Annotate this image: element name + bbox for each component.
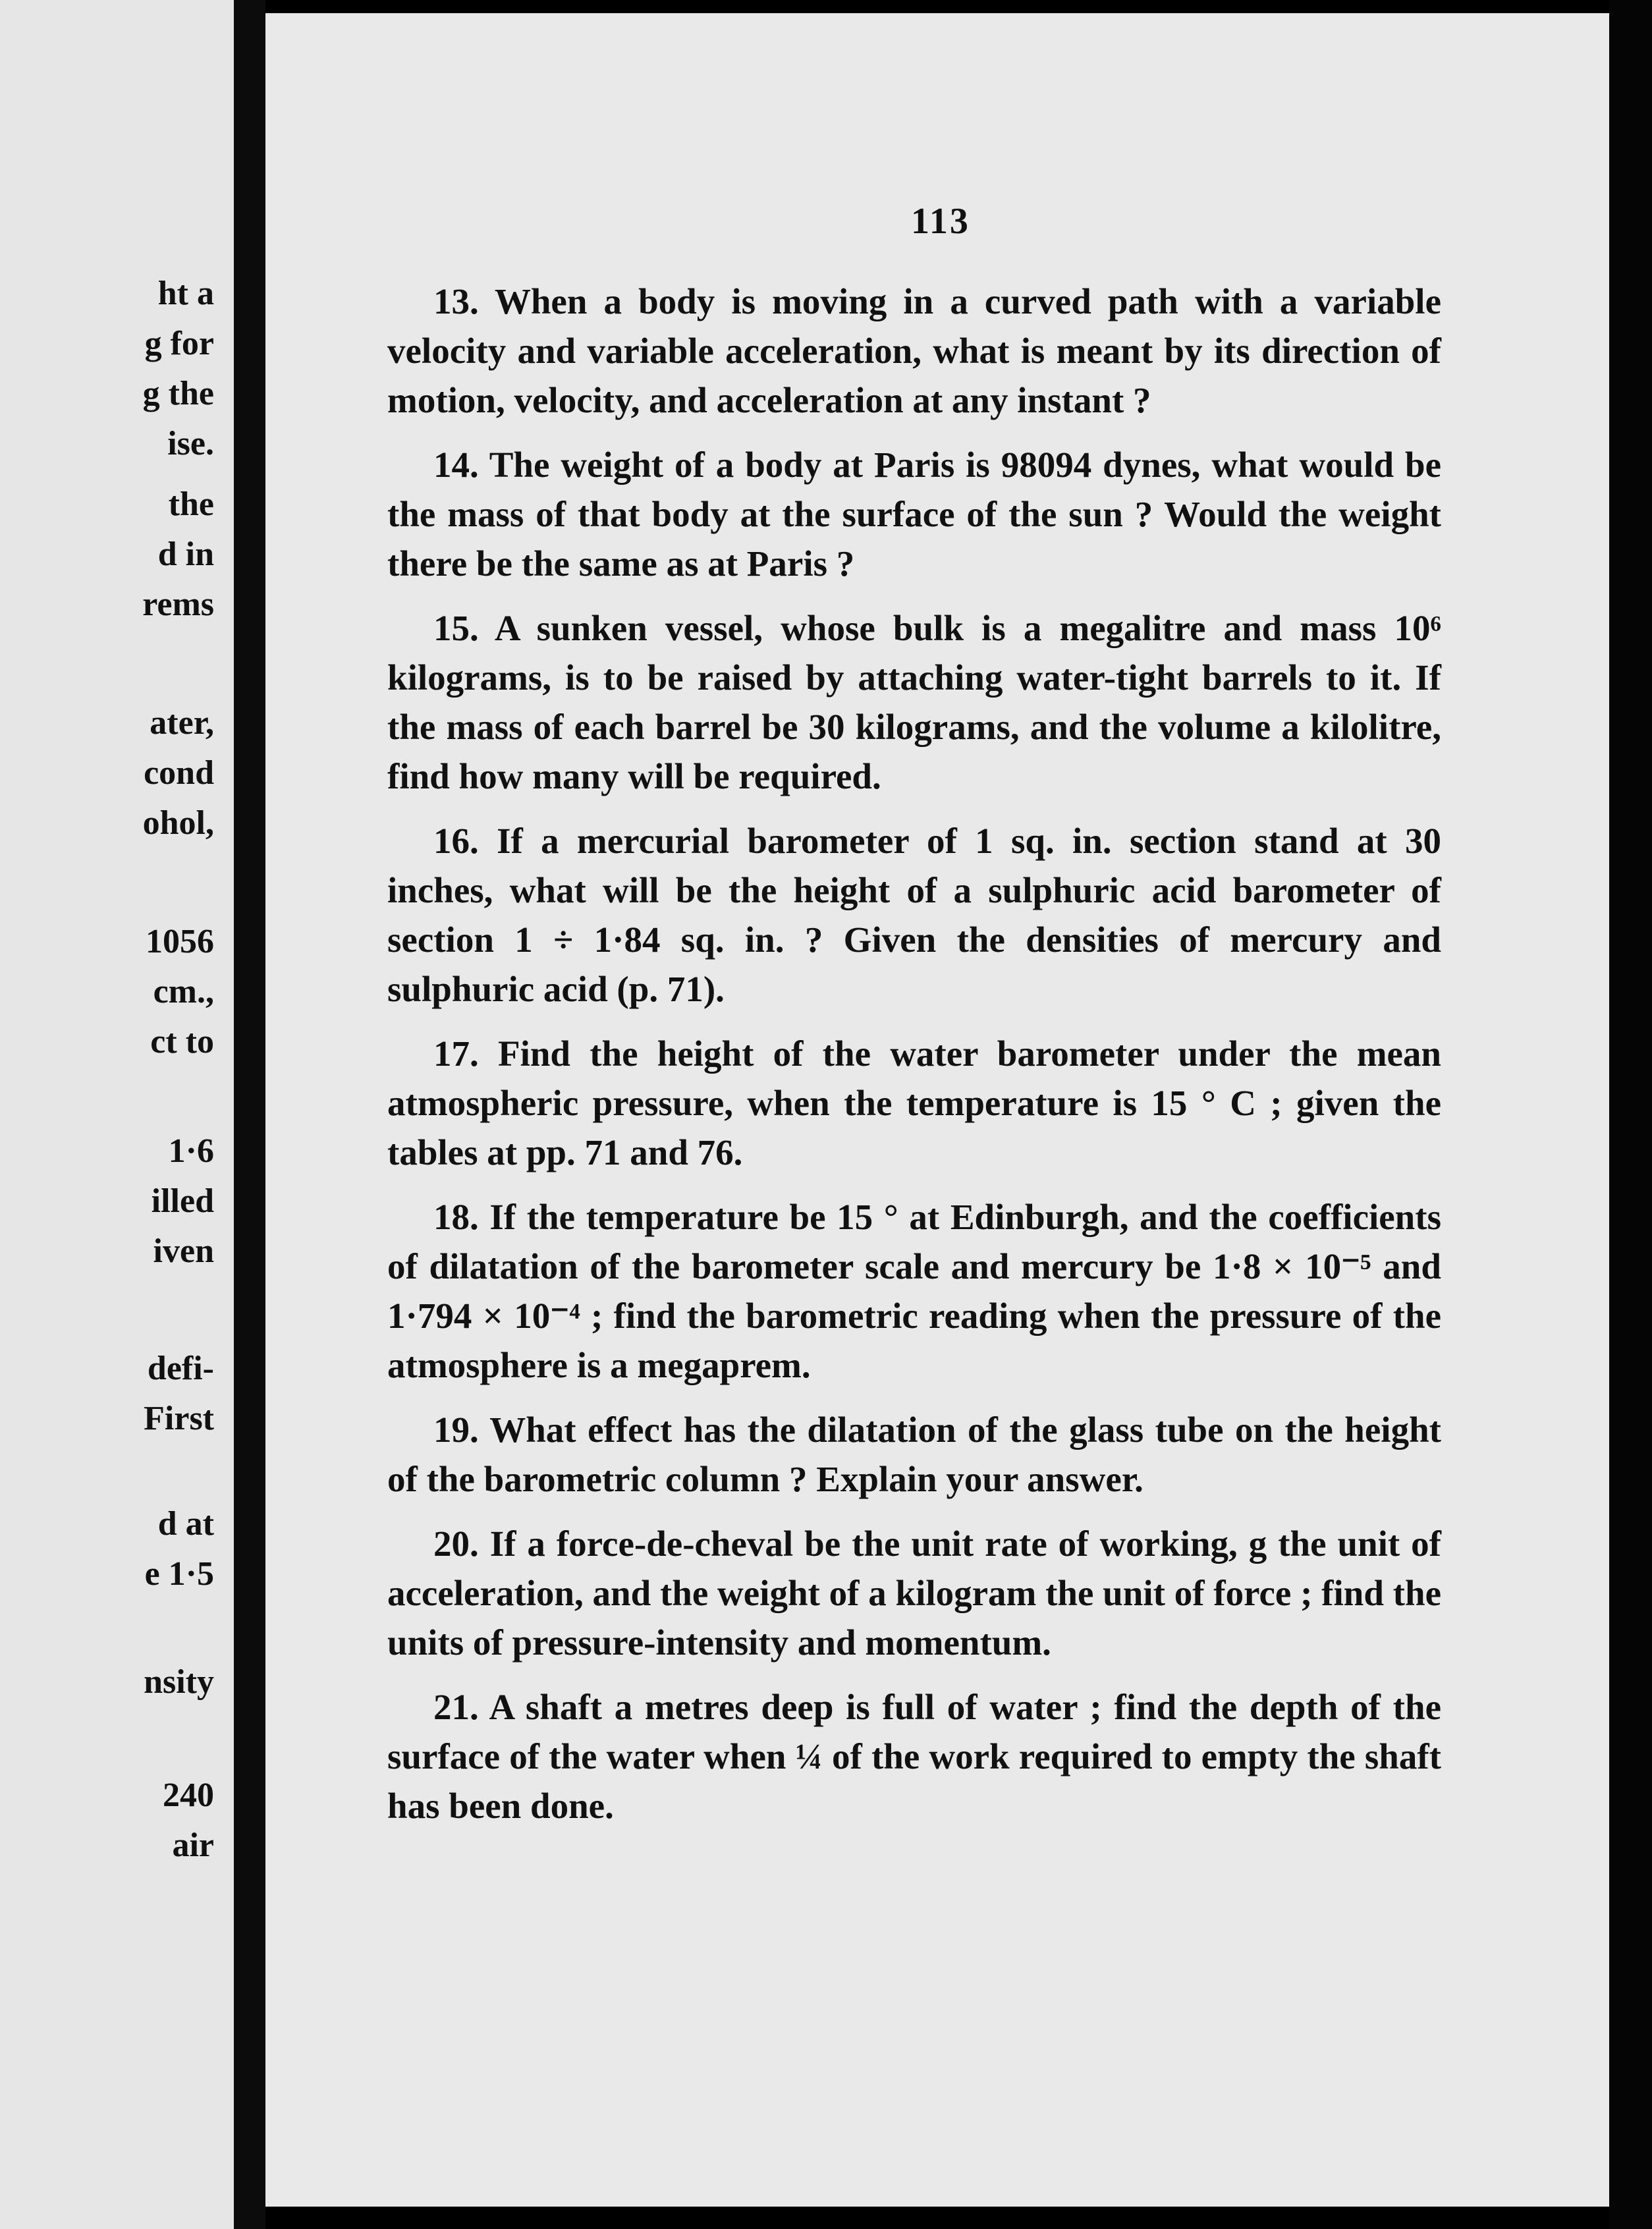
- problem-21: [387, 1682, 1441, 1830]
- left-page-line: ct to: [150, 1023, 214, 1060]
- left-page-line: ht a: [157, 275, 214, 312]
- problem-text: A shaft a metres deep is full of water ; find the depth of the surface of the water when ¼ of the work required to empty the shaft has been done.: [387, 1687, 1441, 1826]
- page-number: 113: [911, 201, 970, 242]
- left-page-line: 240: [163, 1776, 214, 1814]
- left-page-line: First: [144, 1400, 214, 1437]
- left-page-line: rems: [142, 586, 214, 623]
- problem-text: When a body is moving in a curved path with a variable velocity and variable acceleration, what is meant by its direction of motion, velocity, and acceleration at any instant ?: [387, 281, 1441, 420]
- left-page-line: d at: [157, 1505, 214, 1543]
- left-page-line: d in: [157, 536, 214, 573]
- problem-number: 19.: [433, 1410, 479, 1450]
- problem-19: [387, 1405, 1441, 1504]
- problem-text: If the temperature be 15 ° at Edinburgh, and the coefficients of dilatation of the barometer scale and mercury be 1·8 × 10⁻⁵ and 1·794 × 10⁻⁴ ; find the barometric reading when the pressure of the atmosphere is a megaprem.: [387, 1197, 1441, 1385]
- problem-15: [387, 603, 1441, 801]
- left-page-line: illed: [151, 1182, 214, 1220]
- problem-17: [387, 1029, 1441, 1177]
- problem-14: [387, 440, 1441, 588]
- problem-number: 18.: [433, 1197, 479, 1237]
- problem-number: 21.: [433, 1687, 479, 1727]
- book-gutter: [234, 0, 265, 2229]
- left-page-line: defi-: [147, 1350, 214, 1387]
- left-page-line: air: [172, 1827, 214, 1864]
- left-page-line: 1·6: [168, 1132, 214, 1170]
- problem-number: 17.: [433, 1033, 479, 1074]
- problem-text: What effect has the dilatation of the glass tube on the height of the barometric column ? Explain your answer.: [387, 1410, 1441, 1499]
- left-page-line: g the: [142, 375, 214, 412]
- left-page-line: e 1·5: [144, 1555, 214, 1593]
- left-page-line: cond: [144, 754, 214, 792]
- problem-number: 16.: [433, 821, 479, 861]
- problem-number: 14.: [433, 445, 479, 485]
- problem-text: Find the height of the water barometer under the mean atmospheric pressure, when the temperature is 15 ° C ; given the tables at pp. 71 and 76.: [387, 1033, 1442, 1172]
- left-page-line: ohol,: [142, 804, 214, 842]
- right-page: [265, 13, 1609, 2207]
- left-page-line: cm.,: [153, 973, 214, 1010]
- problem-text: The weight of a body at Paris is 98094 dynes, what would be the mass of that body at the surface of the sun ? Would the weight there be the same as at Paris ?: [387, 445, 1441, 584]
- left-page-line: nsity: [144, 1663, 214, 1701]
- left-page-fragment: [0, 0, 234, 2229]
- problem-number: 20.: [433, 1524, 479, 1564]
- left-page-line: the: [168, 485, 214, 523]
- problem-20: [387, 1519, 1441, 1667]
- problem-18: [387, 1192, 1441, 1390]
- left-page-line: g for: [144, 325, 214, 362]
- left-page-line: ater,: [150, 704, 214, 742]
- problem-16: [387, 816, 1441, 1014]
- problem-13: [387, 277, 1441, 425]
- problem-list: [387, 277, 1441, 1846]
- problem-text: A sunken vessel, whose bulk is a megalitre and mass 10⁶ kilograms, is to be raised by attaching water-tight barrels to it. If the mass of each barrel be 30 kilograms, and the volume a kilolitre, find how many will be required.: [387, 608, 1441, 796]
- problem-text: If a force-de-cheval be the unit rate of working, g the unit of acceleration, and the weight of a kilogram the unit of force ; find the units of pressure-intensity and momentum.: [387, 1524, 1441, 1663]
- problem-number: 13.: [433, 281, 479, 321]
- left-page-line: iven: [153, 1232, 214, 1270]
- left-page-line: 1056: [146, 923, 214, 960]
- problem-text: If a mercurial barometer of 1 sq. in. section stand at 30 inches, what will be the height of a sulphuric acid barometer of section 1 ÷ 1·84 sq. in. ? Given the densities of mercury and sulphuric acid (p. 71).: [387, 821, 1442, 1009]
- page-right-edge: [1609, 0, 1652, 2229]
- left-page-line: ise.: [167, 425, 214, 462]
- problem-number: 15.: [433, 608, 479, 648]
